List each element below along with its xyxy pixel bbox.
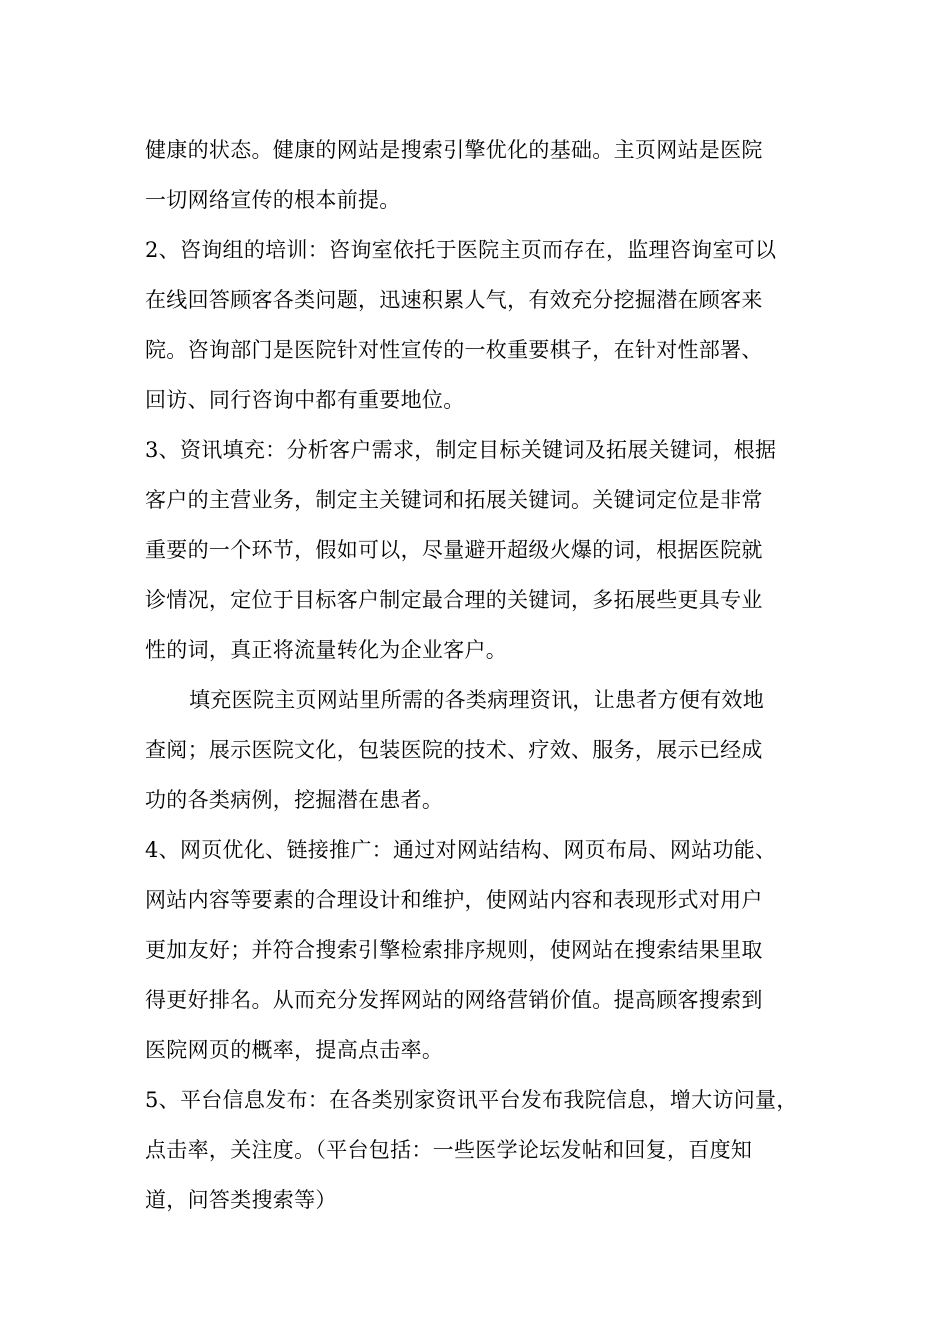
item-5-line-2: 点击率，关注度。（平台包括：一些医学论坛发帖和回复，百度知: [145, 1138, 753, 1162]
item-3-line-1: 3、资讯填充：分析客户需求，制定目标关键词及拓展关键词，根据: [145, 438, 777, 462]
text-line-2: 一切网络宣传的根本前提。: [145, 188, 401, 212]
paragraph-line-2: 查阅；展示医院文化，包装医院的技术、疗效、服务，展示已经成: [145, 738, 763, 762]
item-3-line-3: 重要的一个环节，假如可以，尽量避开超级火爆的词，根据医院就: [145, 538, 763, 562]
text-line-1: 健康的状态。健康的网站是搜索引擎优化的基础。主页网站是医院: [145, 138, 763, 162]
item-3-line-5: 性的词，真正将流量转化为企业客户。: [145, 638, 508, 662]
item-3-line-4: 诊情况，定位于目标客户制定最合理的关键词，多拓展些更具专业: [145, 588, 763, 612]
item-2-line-1: 2、咨询组的培训：咨询室依托于医院主页而存在，监理咨询室可以: [145, 238, 777, 262]
paragraph-line-1: 填充医院主页网站里所需的各类病理资讯，让患者方便有效地: [189, 688, 765, 712]
item-4-line-5: 医院网页的概率，提高点击率。: [145, 1038, 444, 1062]
item-2-line-3: 院。咨询部门是医院针对性宣传的一枚重要棋子，在针对性部署、: [145, 338, 763, 362]
item-4-line-2: 网站内容等要素的合理设计和维护，使网站内容和表现形式对用户: [145, 888, 763, 912]
item-4-line-1: 4、网页优化、链接推广：通过对网站结构、网页布局、网站功能、: [145, 838, 777, 862]
item-2-line-2: 在线回答顾客各类问题，迅速积累人气，有效充分挖掘潜在顾客来: [145, 288, 763, 312]
item-4-line-4: 得更好排名。从而充分发挥网站的网络营销价值。提高顾客搜索到: [145, 988, 763, 1012]
item-5-line-1: 5、平台信息发布：在各类别家资讯平台发布我院信息，增大访问量，: [145, 1088, 798, 1112]
item-4-line-3: 更加友好；并符合搜索引擎检索排序规则，使网站在搜索结果里取: [145, 938, 763, 962]
item-5-line-3: 道，问答类搜索等）: [145, 1188, 337, 1212]
item-3-line-2: 客户的主营业务，制定主关键词和拓展关键词。关键词定位是非常: [145, 488, 763, 512]
item-2-line-4: 回访、同行咨询中都有重要地位。: [145, 388, 465, 412]
paragraph-line-3: 功的各类病例，挖掘潜在患者。: [145, 788, 444, 812]
